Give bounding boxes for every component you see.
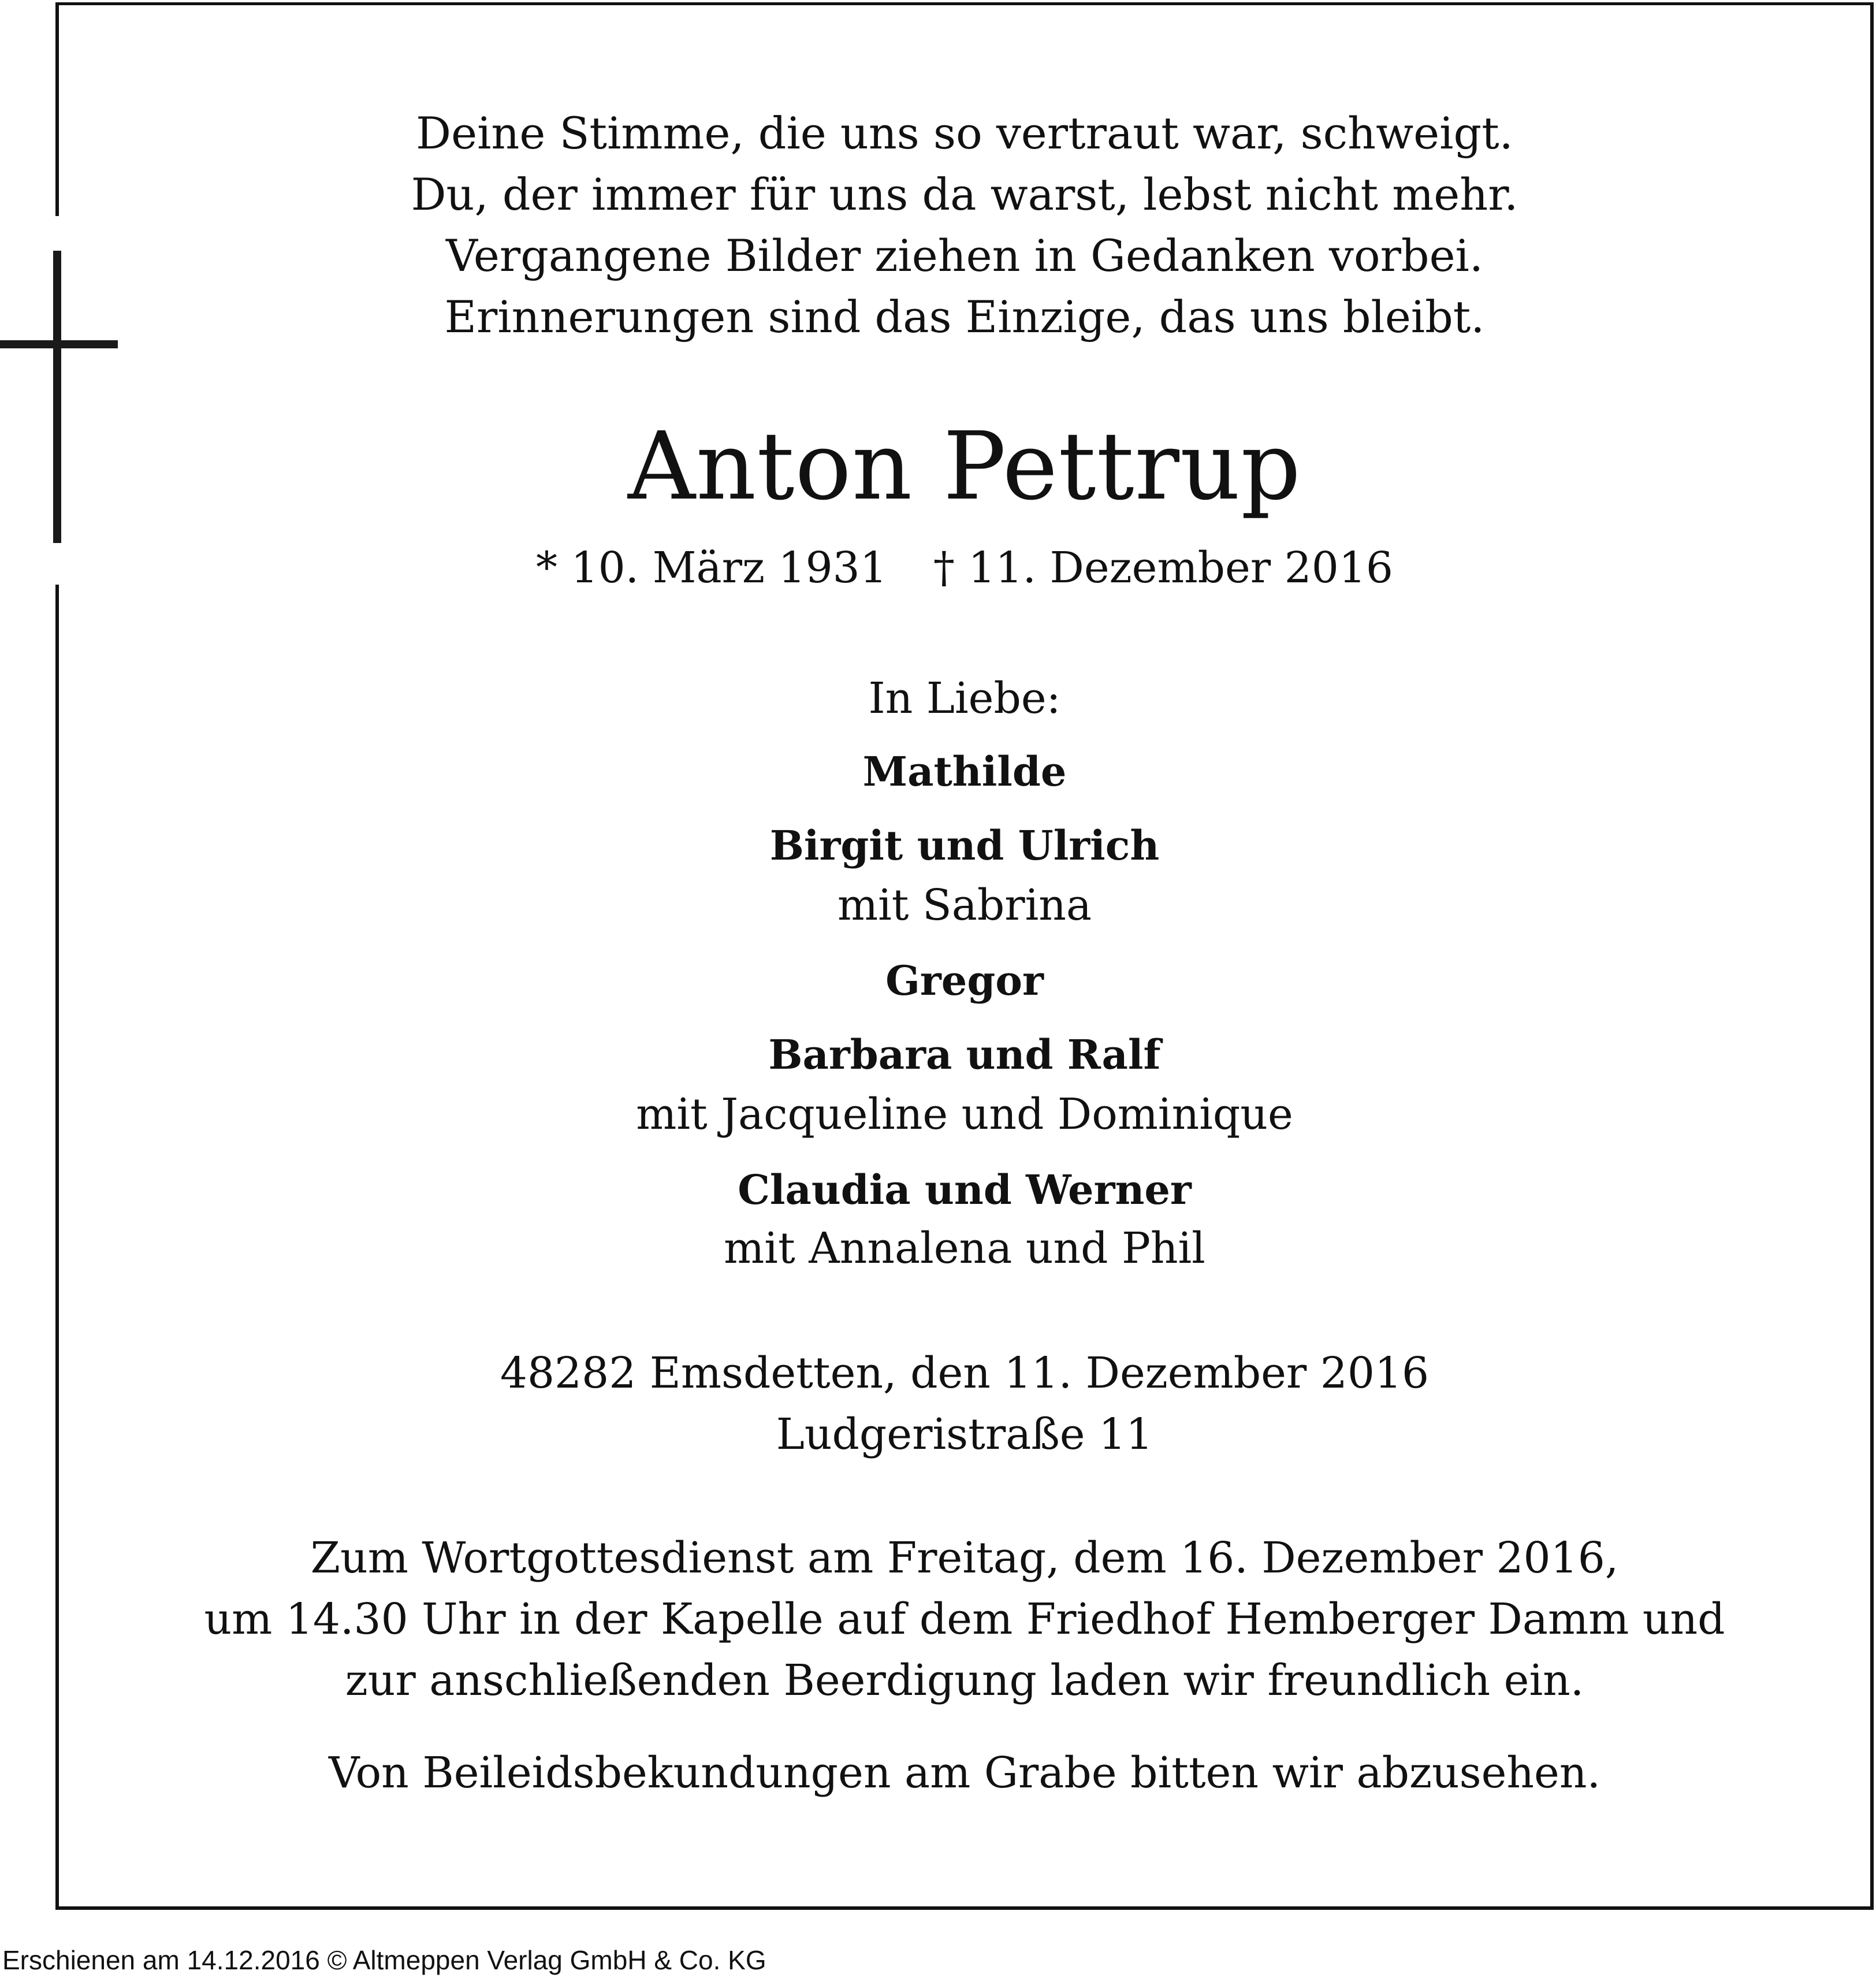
street-address: Ludgeristraße 11 bbox=[776, 1410, 1153, 1459]
verse-line-3: Vergangene Bilder ziehen in Gedanken vorbei. bbox=[445, 230, 1484, 281]
death-date: † 11. Dezember 2016 bbox=[933, 543, 1393, 593]
condolence-note: Von Beileidsbekundungen am Grabe bitten wir abzusehen. bbox=[328, 1748, 1601, 1798]
place-and-date: 48282 Emsdetten, den 11. Dezember 2016 bbox=[500, 1348, 1430, 1398]
service-line-3: zur anschließenden Beerdigung laden wir freundlich ein. bbox=[345, 1656, 1584, 1705]
mourner-name: Mathilde bbox=[862, 748, 1067, 795]
verse-line-2: Du, der immer für uns da warst, lebst nicht mehr. bbox=[411, 169, 1518, 220]
mourner-name: Birgit und Ulrich bbox=[769, 821, 1160, 869]
frame-bottom-border bbox=[55, 1906, 1874, 1910]
mourner-family: mit Jacqueline und Dominique bbox=[636, 1090, 1293, 1139]
verse-line-4: Erinnerungen sind das Einzige, das uns bleibt. bbox=[444, 291, 1485, 343]
obituary-content bbox=[59, 0, 1870, 1906]
mourner-family: mit Sabrina bbox=[837, 880, 1092, 930]
verse-line-1: Deine Stimme, die uns so vertraut war, schweigt. bbox=[416, 107, 1513, 159]
mourner-family: mit Annalena und Phil bbox=[724, 1224, 1205, 1273]
service-line-2: um 14.30 Uhr in der Kapelle auf dem Friedhof Hemberger Damm und bbox=[204, 1594, 1725, 1644]
life-dates bbox=[59, 543, 1870, 593]
mourner-name: Barbara und Ralf bbox=[768, 1031, 1161, 1079]
service-line-1: Zum Wortgottesdienst am Freitag, dem 16. Dezember 2016, bbox=[310, 1533, 1619, 1583]
publication-footer: Erschienen am 14.12.2016 © Altmeppen Verlag GmbH & Co. KG bbox=[2, 1945, 766, 1975]
deceased-name: Anton Pettrup bbox=[627, 412, 1302, 521]
mourner-name: Claudia und Werner bbox=[738, 1166, 1192, 1214]
mourner-name: Gregor bbox=[885, 957, 1044, 1005]
frame-right-border bbox=[1870, 2, 1874, 1910]
birth-date: * 10. März 1931 bbox=[535, 543, 887, 593]
mourners-intro: In Liebe: bbox=[868, 674, 1061, 723]
